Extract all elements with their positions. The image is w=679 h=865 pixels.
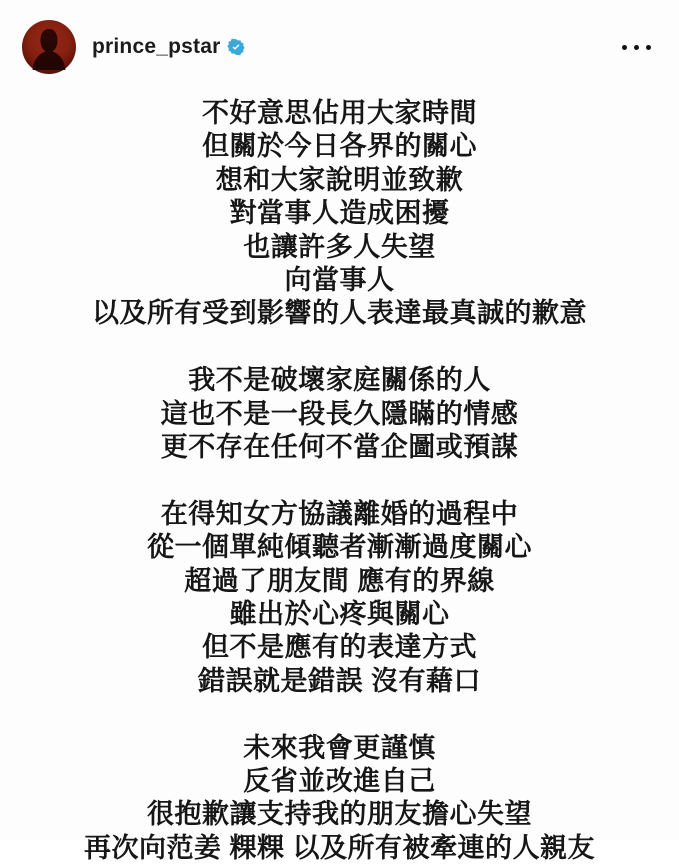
post-line: 以及所有受到影響的人表達最真誠的歉意 — [92, 298, 587, 329]
avatar[interactable] — [22, 20, 76, 74]
post-line: 向當事人 — [284, 265, 395, 296]
post-line: 這也不是一段長久隱瞞的情感 — [160, 398, 519, 429]
post-line: 雖出於心疼與關心 — [229, 599, 450, 630]
post-paragraph — [0, 732, 679, 865]
post-header — [0, 0, 679, 74]
post-line: 更不存在任何不當企圖或預謀 — [160, 432, 519, 463]
post-paragraph — [0, 97, 679, 331]
avatar-image — [22, 20, 76, 74]
ellipsis-dot — [622, 45, 627, 50]
post-line: 但關於今日各界的關心 — [202, 131, 477, 162]
post-line: 再次向范姜 粿粿 以及所有被牽連的人親友 — [83, 832, 595, 863]
post-line: 想和大家說明並致歉 — [215, 164, 464, 195]
post-line: 超過了朋友間 應有的界線 — [184, 565, 495, 596]
post-line: 對當事人造成困擾 — [229, 198, 450, 229]
post-line: 不好意思佔用大家時間 — [202, 98, 477, 128]
verified-badge-icon — [227, 38, 245, 56]
username-row — [92, 35, 245, 59]
username[interactable]: prince_pstar — [92, 35, 221, 58]
post-line: 未來我會更謹慎 — [243, 732, 436, 763]
post-line: 很抱歉讓支持我的朋友擔心失望 — [147, 799, 532, 830]
post-line: 在得知女方協議離婚的過程中 — [160, 498, 519, 529]
post-paragraph — [0, 498, 679, 698]
ellipsis-dot — [646, 45, 651, 50]
post-line: 我不是破壞家庭關係的人 — [188, 365, 491, 396]
post-line: 也讓許多人失望 — [243, 231, 436, 262]
post-line: 錯誤就是錯誤 沒有藉口 — [197, 665, 481, 696]
post-paragraph — [0, 364, 679, 464]
post-line: 反省並改進自己 — [243, 766, 436, 797]
post-line: 但不是應有的表達方式 — [202, 632, 477, 663]
more-options-button[interactable] — [620, 39, 653, 56]
post-body — [0, 97, 679, 865]
ellipsis-dot — [634, 45, 639, 50]
post-line: 從一個單純傾聽者漸漸過度關心 — [147, 532, 532, 563]
